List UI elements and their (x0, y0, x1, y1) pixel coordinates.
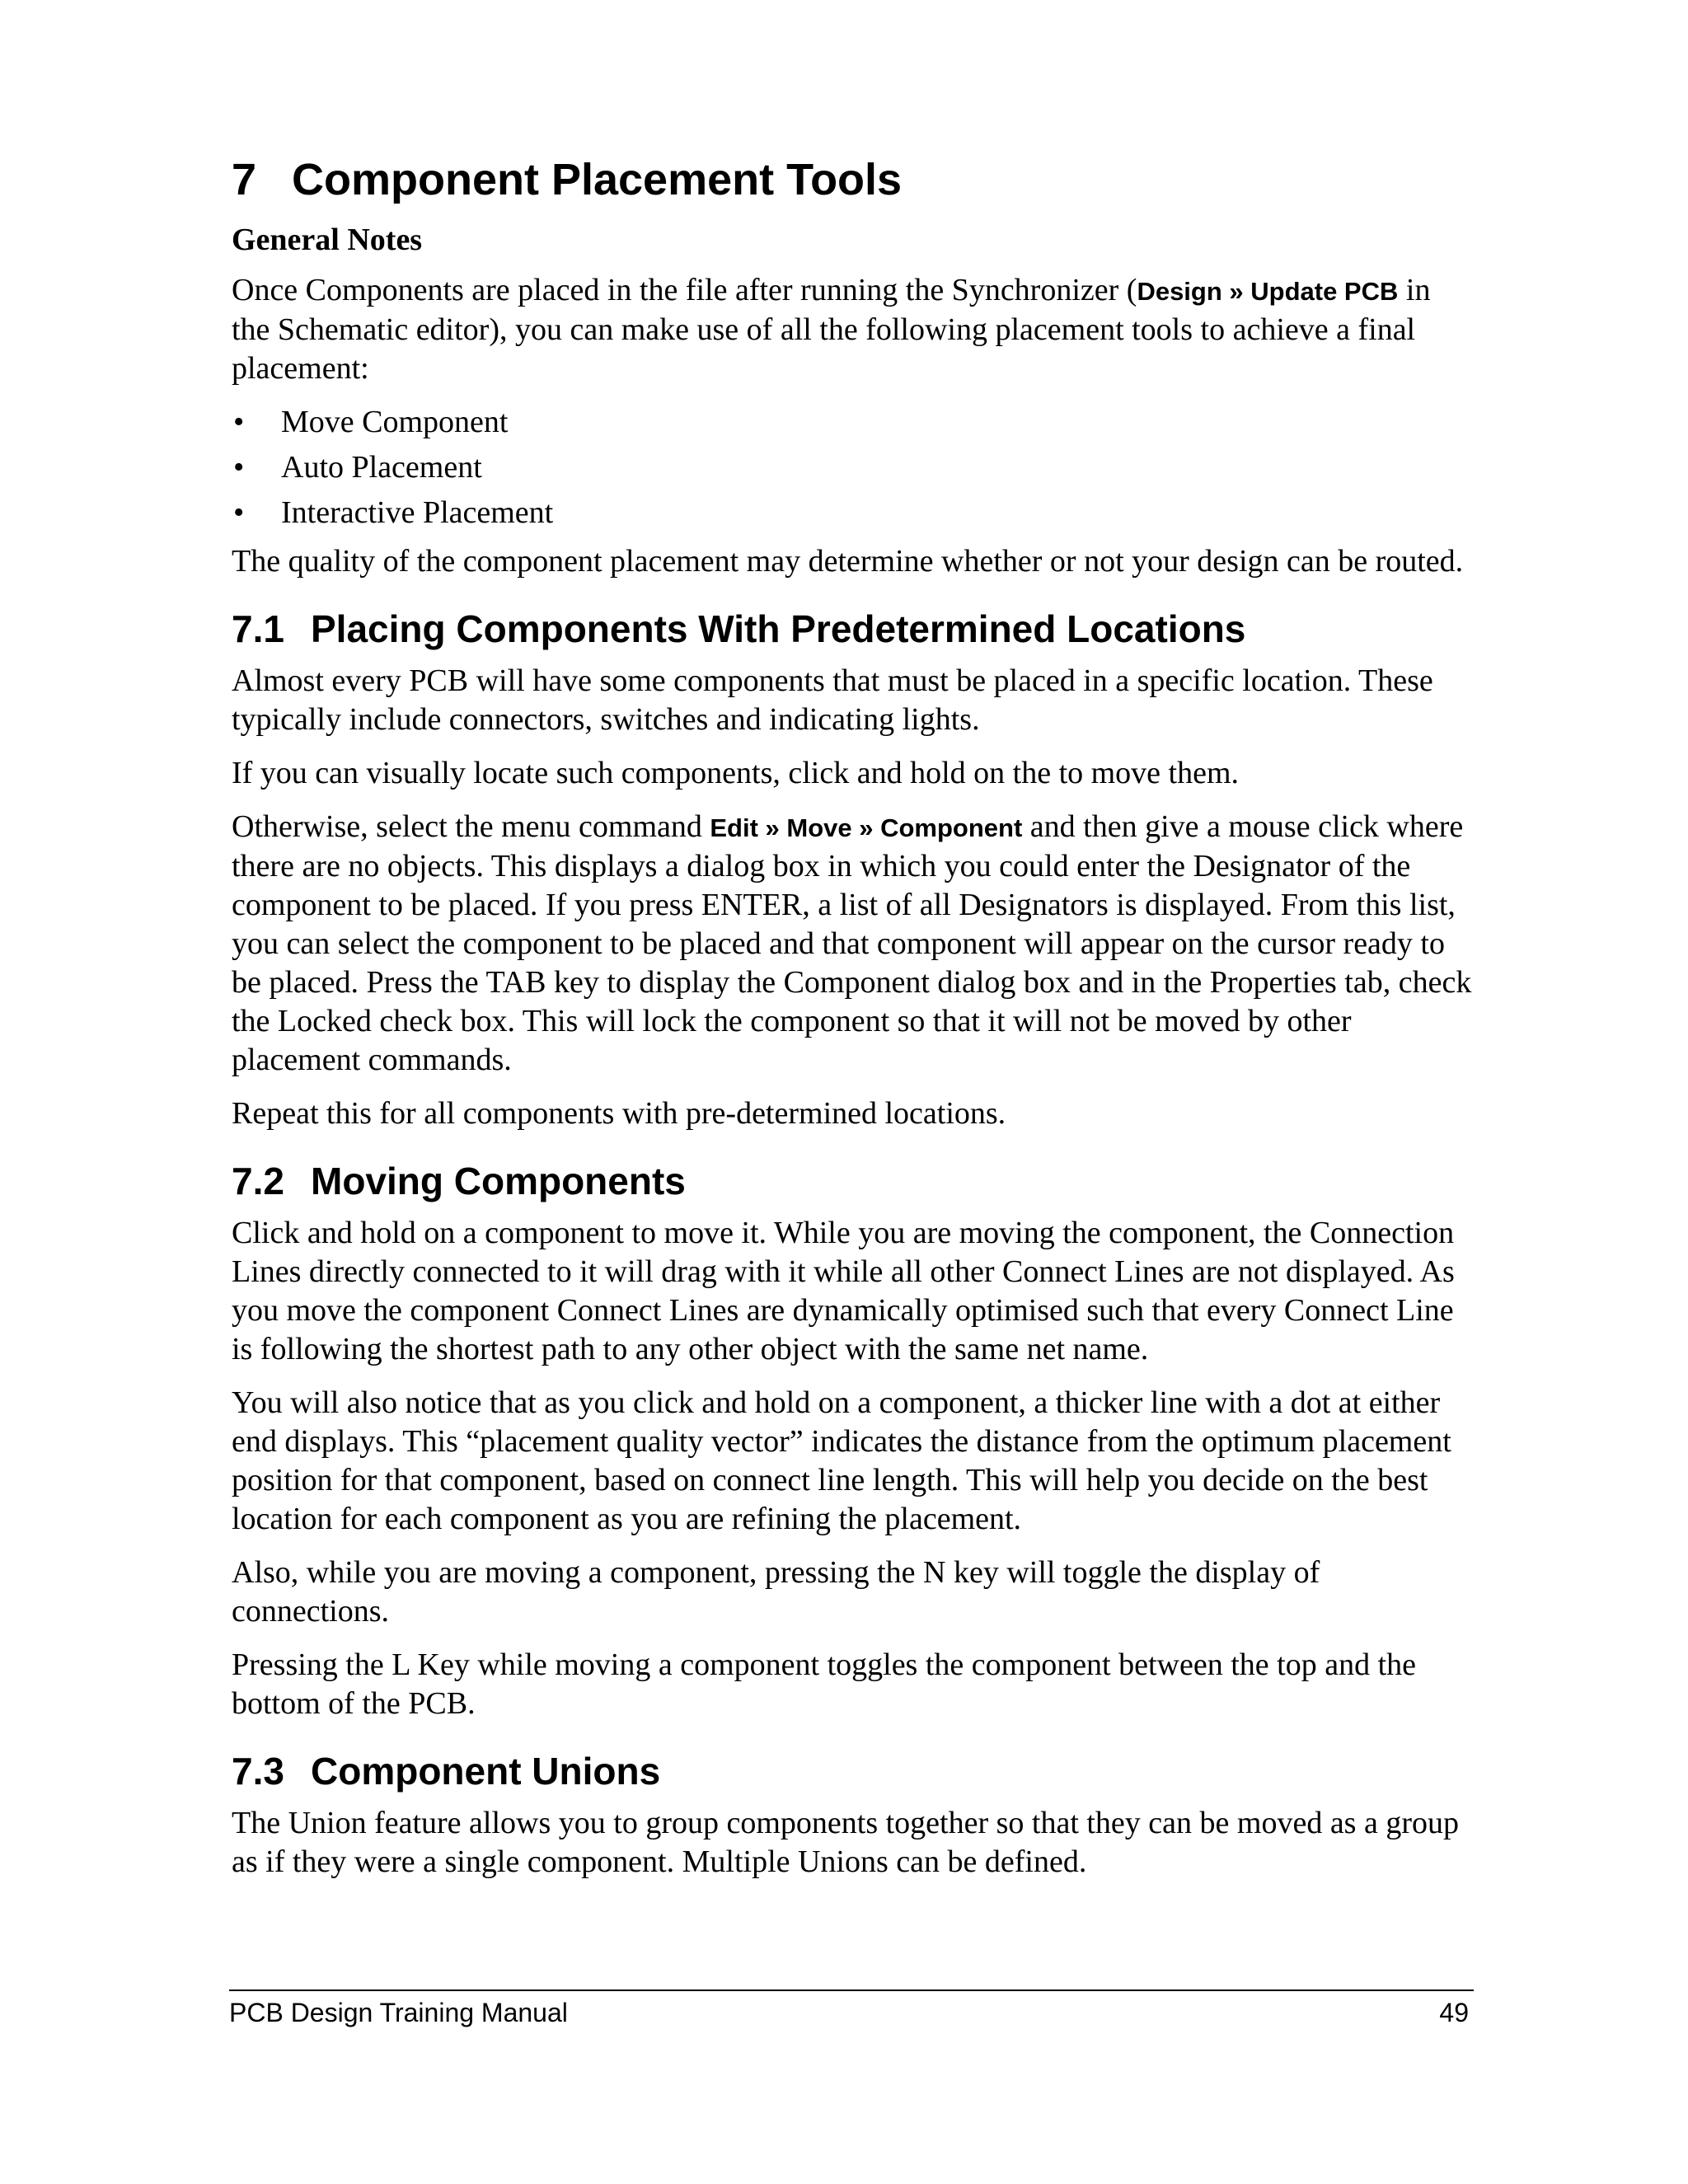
text-run: and then give a mouse click where there are no objects. This displays a dialog box in which you could enter the Designator of the component to be placed. If you press ENTER, a list of all Designators is displayed. From this list, you can select the component to be placed and that component will appear on the cursor ready to be placed. Press the TAB key to display the Component dialog box and in the Properties tab, check the Locked check box. This will lock the component so that it will not be moved by other placement commands. (232, 809, 1472, 1077)
document-page (232, 132, 1476, 1896)
placement-tools-list (232, 403, 1476, 532)
list-item-label: Auto Placement (281, 450, 482, 485)
chapter-heading (232, 153, 1476, 206)
text-run: in the Schematic editor), you can make use of all the following placement tools to achieve a final placement: (232, 273, 1431, 386)
section-7-2-paragraph-2: You will also notice that as you click and hold on a component, a thicker line with a dot at either end displays. This “placement quality vector” indicates the distance from the optimum placement position for that component, based on connect line length. This will help you decide on the best location for each component as you are refining the placement. (232, 1385, 1451, 1536)
section-7-2-heading (232, 1158, 1476, 1204)
section-7-3-heading (232, 1748, 1476, 1794)
section-7-2-paragraph-1: Click and hold on a component to move it. While you are moving the component, the Connection Lines directly connected to it will drag with it while all other Connect Lines are not displayed. As you move the component Connect Lines are dynamically optimised such that every Connect Line is following the shortest path to any other object with the same net name. (232, 1216, 1455, 1366)
section-7-2-paragraph-4: Pressing the L Key while moving a component toggles the component between the top and the bottom of the PCB. (232, 1647, 1416, 1721)
bullet-icon: • (233, 450, 245, 485)
page-number: 49 (1439, 1998, 1469, 2027)
section-7-2-paragraph-3: Also, while you are moving a component, pressing the N key will toggle the display of connections. (232, 1555, 1320, 1629)
section-7-1-heading (232, 606, 1476, 652)
text-run: Otherwise, select the menu command (232, 809, 710, 844)
chapter-title: Component Placement Tools (292, 155, 903, 204)
section-7-1-paragraph-4: Repeat this for all components with pre-determined locations. (232, 1096, 1006, 1131)
manual-title: PCB Design Training Manual (229, 1998, 568, 2027)
bullet-icon: • (233, 405, 245, 439)
list-item (232, 403, 1476, 442)
list-item (232, 448, 1476, 487)
section-title: Component Unions (311, 1750, 661, 1793)
general-notes-paragraph-1 (232, 271, 1476, 388)
general-notes-heading: General Notes (232, 223, 423, 257)
text-run: Once Components are placed in the file after running the Synchronizer ( (232, 273, 1137, 307)
section-number: 7.3 (232, 1750, 284, 1793)
list-item-label: Move Component (281, 405, 509, 439)
section-7-1-paragraph-1: Almost every PCB will have some components that must be placed in a specific location. These typically include connectors, switches and indicating lights. (232, 663, 1433, 737)
section-title: Placing Components With Predetermined Locations (311, 607, 1246, 650)
bullet-icon: • (233, 495, 245, 530)
general-notes-paragraph-2: The quality of the component placement may determine whether or not your design can be routed. (232, 544, 1464, 579)
section-7-3-paragraph-1: The Union feature allows you to group components together so that they can be moved as a group as if they were a single component. Multiple Unions can be defined. (232, 1806, 1459, 1879)
page-footer (229, 1990, 1474, 2031)
menu-command-move-component: Edit » Move » Component (710, 813, 1023, 842)
section-number: 7.2 (232, 1160, 284, 1202)
list-item-label: Interactive Placement (281, 495, 554, 530)
chapter-number: 7 (232, 155, 257, 204)
menu-command-update-pcb: Design » Update PCB (1137, 277, 1399, 306)
section-number: 7.1 (232, 607, 284, 650)
section-7-1-paragraph-3 (232, 808, 1476, 1080)
section-title: Moving Components (311, 1160, 686, 1202)
section-7-1-paragraph-2: If you can visually locate such components, click and hold on the to move them. (232, 756, 1240, 790)
list-item (232, 494, 1476, 532)
